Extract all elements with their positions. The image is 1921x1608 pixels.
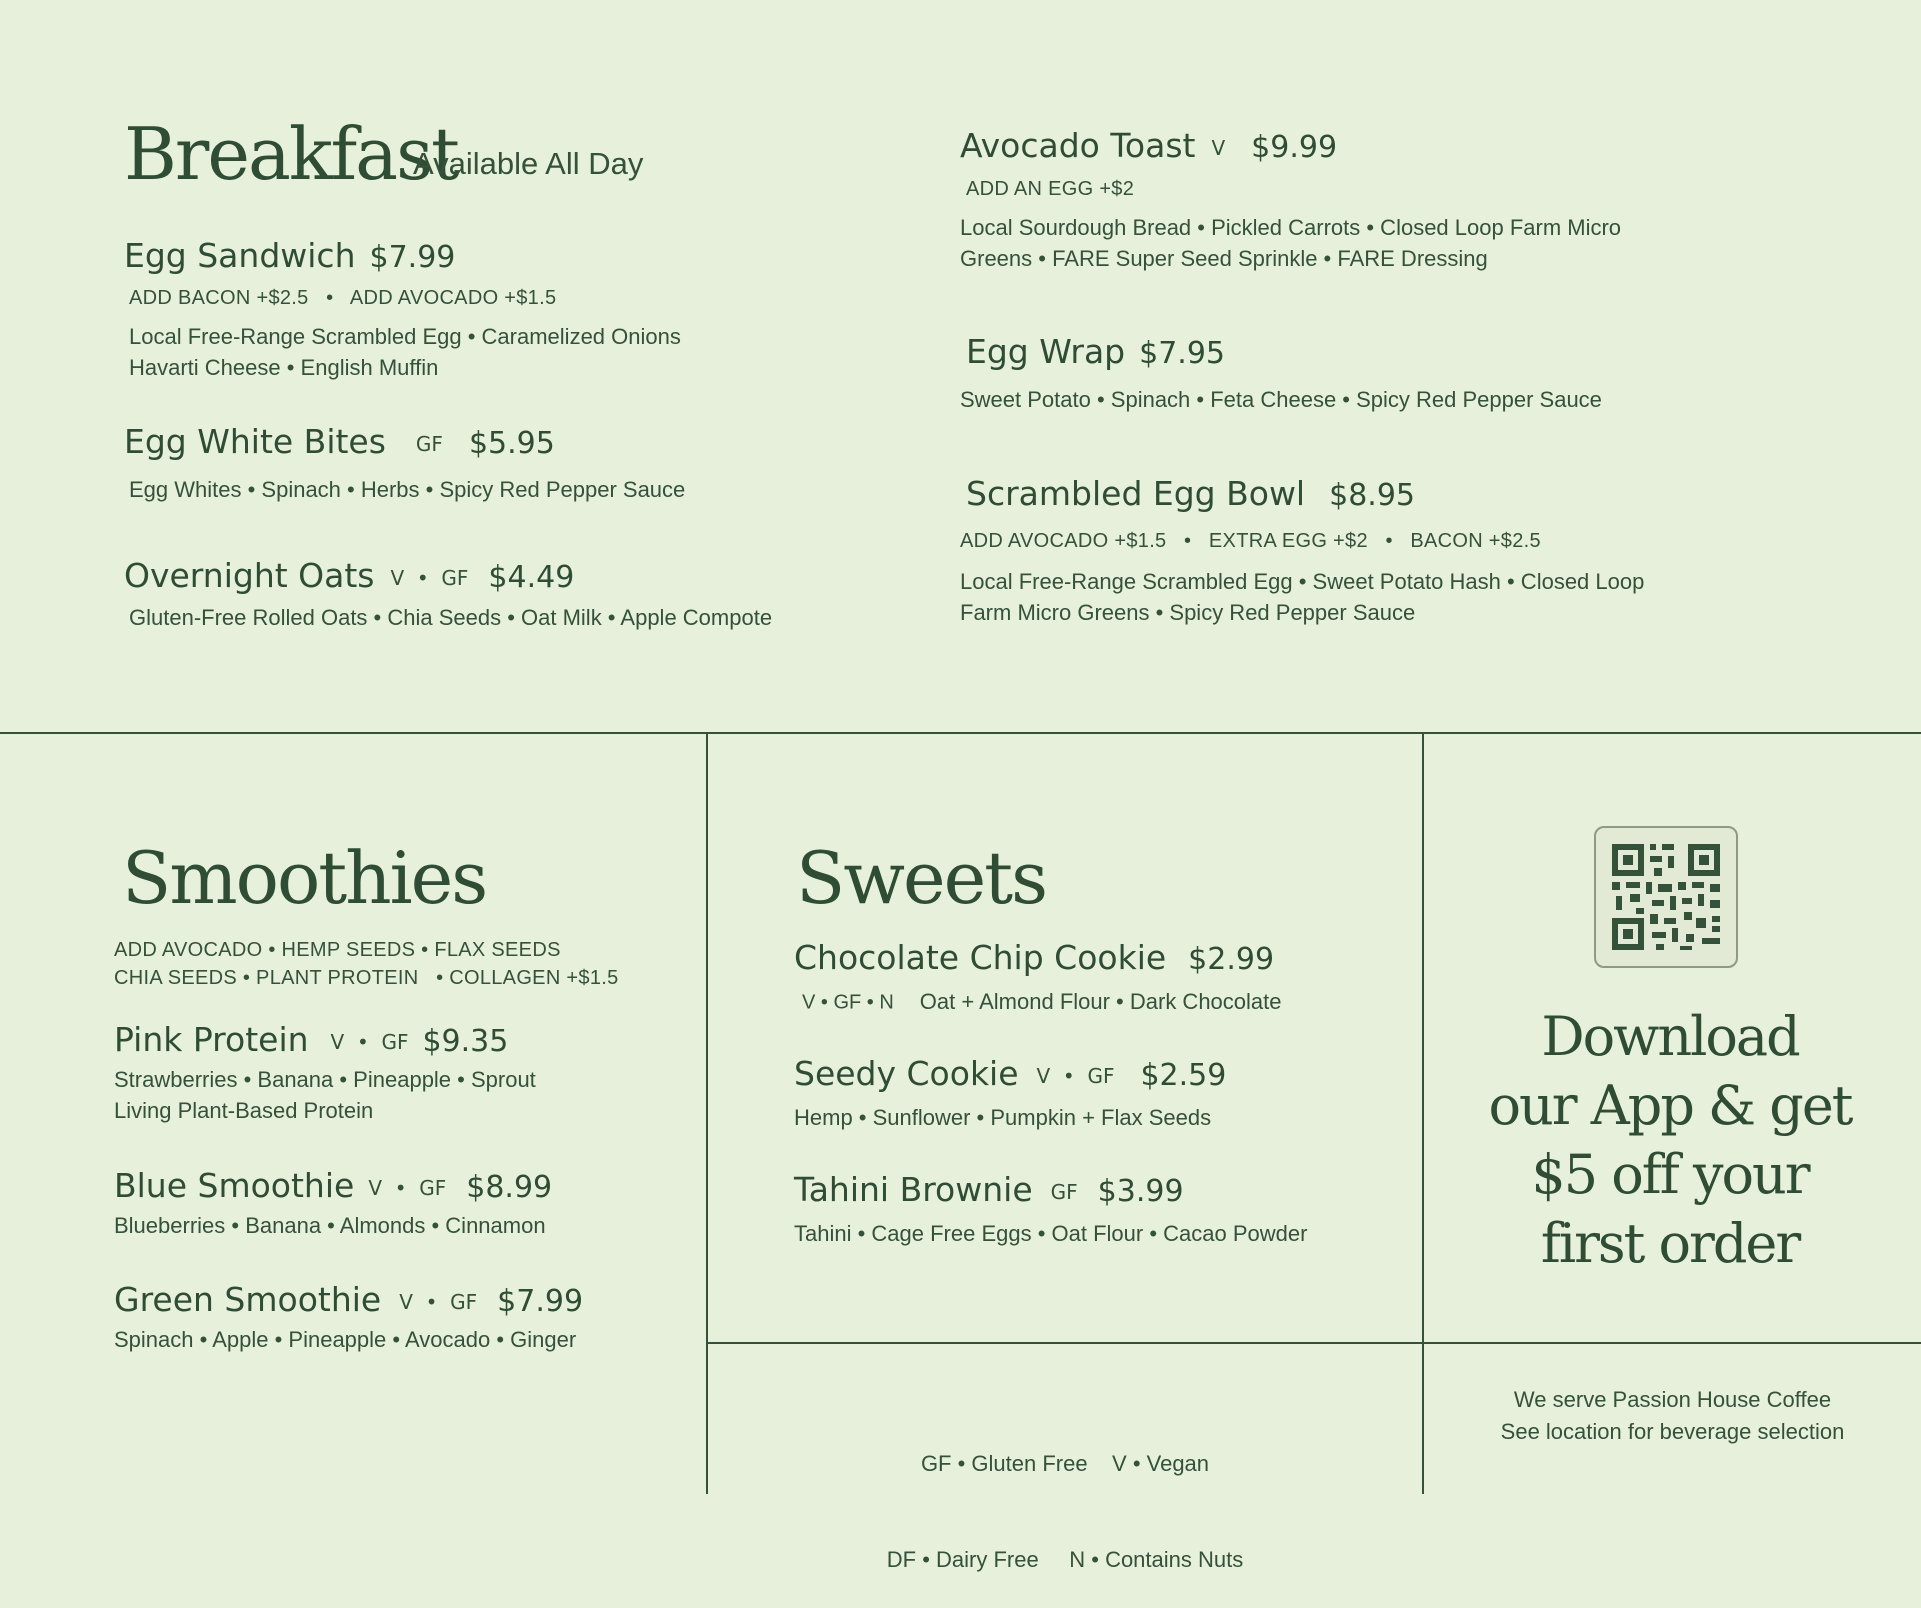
item-name: Avocado Toast [960, 126, 1196, 165]
item-description: Blueberries • Banana • Almonds • Cinnamon [114, 1213, 546, 1238]
dietary-tags: V • GF [368, 1175, 447, 1200]
dietary-tags: V • GF • N [802, 991, 894, 1014]
item-name: Pink Protein [114, 1020, 309, 1059]
menu-item-seedy-cookie [794, 1054, 1226, 1093]
item-price: $2.59 [1140, 1058, 1227, 1093]
description-line: Greens • FARE Super Seed Sprinkle • FARE Dressing [960, 246, 1488, 271]
coffee-note [1424, 1384, 1921, 1448]
item-price: $3.99 [1097, 1174, 1184, 1209]
item-addons: ADD AN EGG +$2 [966, 178, 1135, 200]
item-description [114, 1064, 536, 1126]
app-promo-text [1440, 1002, 1900, 1278]
menu-item-avocado-toast [960, 126, 1337, 165]
item-name: Egg Wrap [966, 332, 1126, 371]
item-price: $7.99 [497, 1284, 584, 1319]
item-price: $2.99 [1188, 942, 1275, 977]
item-price: $4.49 [488, 560, 575, 595]
item-description [960, 212, 1621, 274]
menu-item-pink-protein [114, 1020, 508, 1059]
item-description: Sweet Potato • Spinach • Feta Cheese • Spicy Red Pepper Sauce [960, 387, 1602, 412]
dietary-tags: V • GF [390, 565, 469, 590]
smoothies-title: Smoothies [122, 836, 487, 920]
description-line: Farm Micro Greens • Spicy Red Pepper Sauce [960, 600, 1416, 625]
item-name: Scrambled Egg Bowl [966, 474, 1306, 513]
description-line: Local Sourdough Bread • Pickled Carrots • Closed Loop Farm Micro [960, 215, 1622, 240]
qr-code-icon[interactable] [1594, 826, 1738, 968]
item-name: Egg White Bites [124, 422, 386, 461]
description-line: Strawberries • Banana • Pineapple • Sprout [114, 1067, 536, 1092]
menu-item-scrambled-egg-bowl [966, 474, 1415, 513]
item-description [960, 566, 1644, 628]
item-addons: ADD AVOCADO +$1.5 • EXTRA EGG +$2 • BACON +$2.5 [960, 530, 1541, 552]
description-line: Oat + Almond Flour • Dark Chocolate [919, 989, 1282, 1014]
item-description: Hemp • Sunflower • Pumpkin + Flax Seeds [794, 1105, 1212, 1130]
promo-line: first order [1540, 1212, 1800, 1275]
item-name: Chocolate Chip Cookie [794, 938, 1167, 977]
dietary-legend [708, 1384, 1422, 1608]
dietary-tags: V • GF [399, 1289, 478, 1314]
dietary-tags: GF [1050, 1179, 1078, 1204]
dietary-tags: V • GF [330, 1029, 409, 1054]
item-price: $7.99 [369, 240, 456, 275]
item-description: Gluten-Free Rolled Oats • Chia Seeds • Oat Milk • Apple Compote [129, 605, 773, 630]
description-line: Local Free-Range Scrambled Egg • Caramelized Onions [129, 324, 681, 349]
addons-line: CHIA SEEDS • PLANT PROTEIN • COLLAGEN +$1.5 [114, 967, 619, 989]
description-line: Living Plant-Based Protein [114, 1098, 374, 1123]
menu-item-blue-smoothie [114, 1166, 552, 1205]
item-price: $9.35 [422, 1024, 509, 1059]
item-addons: ADD BACON +$2.5 • ADD AVOCADO +$1.5 [129, 287, 557, 309]
description-line: Havarti Cheese • English Muffin [129, 355, 439, 380]
coffee-line: See location for beverage selection [1500, 1419, 1845, 1444]
promo-line: Download [1541, 1005, 1799, 1068]
dietary-tags: V [1211, 135, 1226, 160]
item-price: $8.95 [1329, 478, 1415, 513]
menu-item-tahini-brownie [794, 1170, 1184, 1209]
item-name: Green Smoothie [114, 1280, 382, 1319]
item-price: $5.95 [468, 426, 555, 461]
menu-item-chocolate-chip-cookie [794, 938, 1274, 977]
dietary-tags: GF [415, 431, 443, 456]
addons-line: ADD AVOCADO • HEMP SEEDS • FLAX SEEDS [114, 939, 561, 961]
menu-item-egg-wrap [966, 332, 1225, 371]
promo-line: our App & get [1488, 1074, 1852, 1137]
item-description: Egg Whites • Spinach • Herbs • Spicy Red Pepper Sauce [129, 477, 686, 502]
footer-divider [707, 1342, 1921, 1344]
legend-line: DF • Dairy Free N • Contains Nuts [886, 1547, 1244, 1572]
sweets-title: Sweets [796, 836, 1047, 920]
item-name: Overnight Oats [124, 556, 375, 595]
menu-item-overnight-oats [124, 556, 574, 595]
menu-item-green-smoothie [114, 1280, 583, 1319]
smoothies-addons [114, 936, 619, 992]
coffee-line: We serve Passion House Coffee [1513, 1387, 1832, 1412]
item-price: $8.99 [466, 1170, 553, 1205]
item-name: Tahini Brownie [794, 1170, 1033, 1209]
item-name: Egg Sandwich [124, 236, 356, 275]
description-line: Local Free-Range Scrambled Egg • Sweet Potato Hash • Closed Loop [960, 569, 1645, 594]
item-name: Seedy Cookie [794, 1054, 1019, 1093]
dietary-tags: V • GF [1036, 1063, 1115, 1088]
item-price: $7.95 [1139, 336, 1226, 371]
legend-line: GF • Gluten Free V • Vegan [920, 1451, 1210, 1476]
menu-item-egg-sandwich [124, 236, 455, 275]
section-divider-horizontal [0, 732, 1921, 734]
breakfast-title: Breakfast [124, 112, 458, 196]
item-description: Spinach • Apple • Pineapple • Avocado • Ginger [114, 1327, 577, 1352]
section-divider-right [1422, 733, 1424, 1494]
item-name: Blue Smoothie [114, 1166, 355, 1205]
item-price: $9.99 [1251, 130, 1338, 165]
item-description [802, 986, 1282, 1019]
item-description: Tahini • Cage Free Eggs • Oat Flour • Cacao Powder [794, 1221, 1308, 1246]
item-description [129, 321, 681, 383]
promo-line: $5 off your [1531, 1143, 1809, 1206]
qr-code-graphic [1596, 828, 1736, 966]
breakfast-subtitle: Available All Day [413, 146, 644, 181]
section-divider-left [706, 733, 708, 1494]
menu-item-egg-white-bites [124, 422, 555, 461]
